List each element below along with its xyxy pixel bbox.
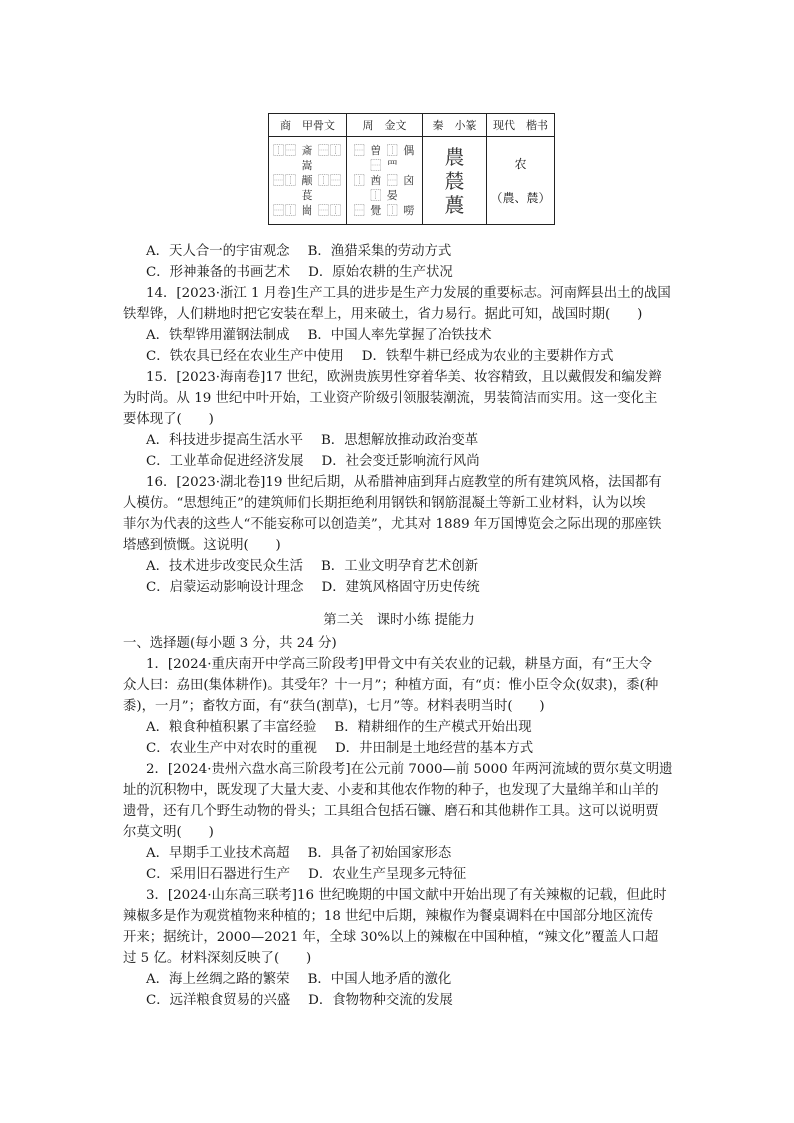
option-b[interactable]: B．工业文明孕育艺术创新 <box>320 559 479 574</box>
option-c[interactable]: C．启蒙运动影响设计理念 <box>146 580 304 595</box>
q14-options-row1 <box>123 325 675 346</box>
option-c[interactable]: C．铁农具已经在农业生产中使用 <box>146 349 344 364</box>
table-header-row <box>269 114 555 137</box>
q14-stem-line: 14．[2023·浙江 1 月卷]生产工具的进步是生产力发展的重要标志。河南辉县出土的战国 <box>146 286 671 301</box>
jiaguwen-glyph-row: ⿱⿰ 崗 ⿱⿰ <box>273 204 342 217</box>
p1-options-row1 <box>123 717 675 738</box>
option-d[interactable]: D．食物物种交流的发展 <box>308 993 453 1008</box>
q13-options-row2 <box>123 262 675 283</box>
jiaguwen-glyph-row: ⿱⿰ 颟 ⿰⿱ 萇 <box>273 174 342 202</box>
jinwen-glyph-row: ⿱ 曽 ⿰ 偶 ⿱ 罒 <box>353 144 416 172</box>
option-d[interactable]: D．井田制是土地经营的基本方式 <box>334 741 534 756</box>
option-a[interactable]: A．技术进步改变民众生活 <box>146 559 303 574</box>
q15-stem-line: 为时尚。从 19 世纪中叶开始，工业资产阶级引领服装潮流，男装简洁而实用。这一变化主 <box>123 391 658 406</box>
p2-stem-line: 遗骨，还有几个野生动物的骨头；工具组合包括石镰、磨石和其他耕作工具。这可以说明贾 <box>123 804 659 819</box>
p2-options-row1 <box>123 843 675 864</box>
option-c[interactable]: C．形神兼备的书画艺术 <box>146 265 291 280</box>
p2-stem-line: 址的沉积物中，既发现了大量大麦、小麦和其他农作物的种子，也发现了大量绵羊和山羊的 <box>123 783 659 798</box>
section-subtitle: 一、选择题(每小题 3 分，共 24 分) <box>123 636 337 651</box>
header-jinwen: 周 金文 <box>347 114 423 137</box>
q14-options-row2 <box>123 346 675 367</box>
q16-stem-line: 16．[2023·湖北卷]19 世纪后期，从希腊神庙到拜占庭教堂的所有建筑风格，法国都有 <box>146 475 662 490</box>
option-c[interactable]: C．远洋粮食贸易的兴盛 <box>146 993 291 1008</box>
option-d[interactable]: D．原始农耕的生产状况 <box>308 265 453 280</box>
q14-stem-line: 铁犁铧，人们耕地时把它安装在犁上，用来破土，省力易行。据此可知，战国时期( ) <box>123 307 643 322</box>
p1-stem-line: 1．[2024·重庆南开中学高三阶段考]甲骨文中有关农业的记载，耕垦方面，有“王大令 <box>146 657 653 672</box>
option-a[interactable]: A．铁犁铧用灌钢法制成 <box>146 328 290 343</box>
option-a[interactable]: A．天人合一的宇宙观念 <box>146 244 290 259</box>
p1-stem-line: 黍)，一月”；畜牧方面，有“获刍(割草)，七月”等。材料表明当时( ) <box>123 699 545 714</box>
q15-options-row1 <box>123 430 675 451</box>
p3-stem-line: 开来；据统计，2000—2021 年，全球 30%以上的辣椒在中国种植，“辣文化”覆盖人口超 <box>123 930 659 945</box>
p3-stem-line: 3．[2024·山东高三联考]16 世纪晚期的中国文献中开始出现了有关辣椒的记载，但此时 <box>146 888 667 903</box>
xiaozhuan-glyph: 辳 <box>444 168 465 193</box>
q15-stem-line: 要体现了( ) <box>123 412 214 427</box>
q16-stem-line: 塔感到愤慨。这说明( ) <box>123 538 281 553</box>
option-d[interactable]: D．建筑风格固守历史传统 <box>321 580 480 595</box>
table-body-row <box>269 137 555 225</box>
jinwen-glyph-row: ⿰ 酋 ⿱ 囟 ⿰ 晏 <box>353 174 416 202</box>
header-kaishu: 现代 楷书 <box>487 114 555 137</box>
option-b[interactable]: B．中国人率先掌握了冶铁技术 <box>307 328 492 343</box>
section-title: 第二关 课时小练 提能力 <box>323 613 475 628</box>
q16-options-row1 <box>123 556 675 577</box>
p1-stem-line: 众人曰：劦田(集体耕作)。其受年？十一月”；种植方面，有“贞：惟小臣令众(奴隶)，黍(种 <box>123 678 659 693</box>
option-a[interactable]: A．粮食种植积累了丰富经验 <box>146 720 317 735</box>
q16-stem-line: 人模仿。“思想纯正”的建筑师们长期拒绝利用钢铁和钢筋混凝土等新工业材料，认为以埃 <box>123 496 646 511</box>
xiaozhuan-glyph: 農 <box>444 144 465 169</box>
jiaguwen-cell <box>269 137 347 225</box>
option-b[interactable]: B．具备了初始国家形态 <box>307 846 452 861</box>
question-content <box>123 241 675 1011</box>
option-d[interactable]: D．农业生产呈现多元特征 <box>308 867 467 882</box>
jiaguwen-glyph-row: ⿰⿱ 斎 ⿱⿰ 嵩 <box>273 144 342 172</box>
option-d[interactable]: D．铁犁牛耕已经成为农业的主要耕作方式 <box>361 349 614 364</box>
kaishu-variants: （農、辳） <box>490 190 551 205</box>
option-c[interactable]: C．采用旧石器进行生产 <box>146 867 291 882</box>
option-a[interactable]: A．海上丝绸之路的繁荣 <box>146 972 290 987</box>
p3-options-row2 <box>123 990 675 1011</box>
option-c[interactable]: C．农业生产中对农时的重视 <box>146 741 317 756</box>
p2-stem-line: 尔莫文明( ) <box>123 825 214 840</box>
p3-stem-line: 辣椒多是作为观赏植物来种植的；18 世纪中后期，辣椒作为餐桌调料在中国部分地区流传 <box>123 909 654 924</box>
option-a[interactable]: A．科技进步提高生活水平 <box>146 433 303 448</box>
option-b[interactable]: B．思想解放推动政治变革 <box>320 433 479 448</box>
kaishu-main: 农 <box>514 156 527 171</box>
kaishu-cell <box>487 137 555 225</box>
q15-options-row2 <box>123 451 675 472</box>
character-evolution-table <box>268 113 555 225</box>
p1-options-row2 <box>123 738 675 759</box>
header-jiaguwen: 商 甲骨文 <box>269 114 347 137</box>
xiaozhuan-cell <box>423 137 487 225</box>
option-a[interactable]: A．早期手工业技术高超 <box>146 846 290 861</box>
option-b[interactable]: B．渔猎采集的劳动方式 <box>307 244 452 259</box>
option-c[interactable]: C．工业革命促进经济发展 <box>146 454 304 469</box>
header-xiaozhuan: 秦 小篆 <box>423 114 487 137</box>
jinwen-glyph-row: ⿱ 覺 ⿰ 嘮 <box>353 204 416 217</box>
q13-options-row1 <box>123 241 675 262</box>
p2-stem-line: 2．[2024·贵州六盘水高三阶段考]在公元前 7000—前 5000 年两河流域的贾尔莫文明遗 <box>146 762 673 777</box>
q15-stem-line: 15．[2023·海南卷]17 世纪，欧洲贵族男性穿着华美、妆容精致，且以戴假发和编发辫 <box>146 370 662 385</box>
jinwen-cell <box>347 137 423 225</box>
p3-options-row1 <box>123 969 675 990</box>
p3-stem-line: 过 5 亿。材料深刻反映了( ) <box>123 951 312 966</box>
xiaozhuan-glyph: 蕽 <box>444 192 465 217</box>
q16-options-row2 <box>123 577 675 598</box>
p2-options-row2 <box>123 864 675 885</box>
q16-stem-line: 菲尔为代表的这些人“不能妄称可以创造美”，尤其对 1889 年万国博览会之际出现的那座铁 <box>123 517 662 532</box>
option-d[interactable]: D．社会变迁影响流行风尚 <box>321 454 480 469</box>
option-b[interactable]: B．中国人地矛盾的激化 <box>307 972 452 987</box>
option-b[interactable]: B．精耕细作的生产模式开始出现 <box>334 720 532 735</box>
